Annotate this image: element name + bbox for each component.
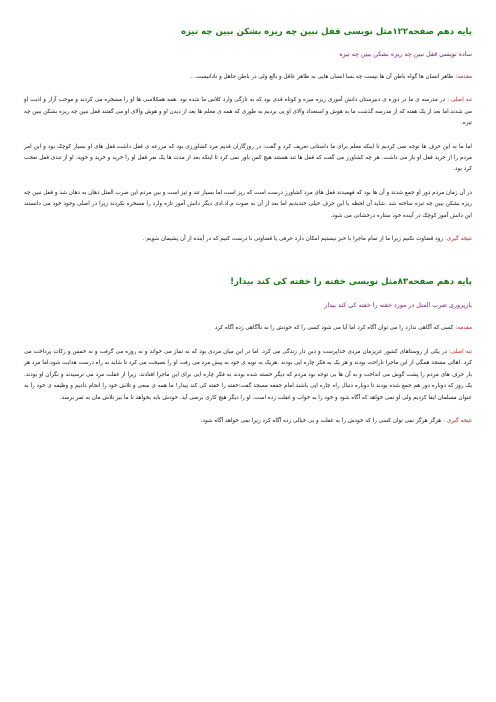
paragraph-label: مقدمه: (455, 325, 472, 332)
section-1 (24, 26, 472, 245)
paragraph-text: کسی که آگاهی ندارد را می توان آگاه کرد اما آیا می شود کسی را که خودش را به ناآگاهی زده آگاه کرد (214, 325, 454, 332)
paragraph-conclusion (24, 234, 472, 245)
paragraph-text: زود قضاوت نکنیم زیرا ما از تمام ماجرا با خبر نیستیم امکان دارد حرفی یا قضاوتی نا درست کنیم که در آینده از آن پشیمان شویم . (142, 236, 443, 243)
paragraph-label: نتیجه گیری : (443, 417, 472, 424)
paragraph-intro (24, 72, 472, 83)
section-subtitle: ساده نویسی قفل نبین چه ریزه بشکن ببین چه تیزه (339, 51, 472, 58)
paragraph-conclusion (24, 416, 472, 427)
paragraph-text: اما ما به این حرف ها توجه نمی کردیم تا اینکه معلم برای ما داستانی تعریف کرد و گفت: در روزگاران قدیم مرد کشاورزی بود که مزرعه ی قفل داشت.قفل های او بسیار کوچک بود و این امر مردم را از خرید قفل او باز می داشت. هر چه کشاورز می گفت که قفل ها تند هستند هیچ کس باور نمی کرد تا اینکه بعد از مدت ها یک نفر قفل او را خرید و خرید و خوید. او از تندی قفل تعجب کرد بود. (24, 143, 472, 173)
paragraph-label: مقدمه: (455, 74, 472, 80)
section-title: پایه دهم صفحه۱۲۲مثل نویسی قفل نبین چه ریزه بشکن ببین چه تیزه (180, 27, 472, 37)
paragraph-intro (24, 323, 472, 334)
section-title: پایه دهم صفحه۸۳مثل نویسی خفته را خفته کی کند بیدار! (230, 277, 472, 288)
paragraph-label: تنه اصلی: (449, 348, 472, 355)
paragraph-text: در یکی از روستاهای کشور عزیزمان مردی خداپرست و دین دار زندگی می کرد. اما در این میان مردی بود که نه نماز می خواند و نه روزه می گرفت و نه خمس و زکات پرداخت می کرد. اهالی مسجد همگی از این ماجرا ناراحت بودند و هر یک به فکر چاره ایی بودند .هریک به نوبه ی خود به پیش مرد می رفت او را نصیحت می کرد تا شاید به راه درست هدایت شود.اما مرد هر بار حرف های مردم را پشت گوش می انداخت و به آن ها بی توجه بود مردم که دیگر خسته شده بودند به فکر چاره ایی برای این ماجرا افتادند. زیرا از غفلت مرد می ترسیدند و نگران او بودند. یک روز که دوباره دور هم جمع شده بودند تا دوباره دنبال راه چاره ایی باشند.امام جمعه مسجد گفت:خفته را خفته کی کند بیدار! ما همه ی سعی و تلاش خود را انجام دادیم و وظیفه ی خود را به عنوان مسلمان ایفا کردیم ولی او نمی خواهد که آگاه شود و خود را به خواب و غفلت زده است. او را دیگر هیچ کاری برنمی آید. خودش باید بخواهد تا ما نیز تلاش مان به ثمر برسد. (24, 348, 472, 401)
paragraph-text: در مدرسه ی ما در دوره ی دبیرستان دانش آموزی ریزه میزه و کوتاه قدی بود که به تازگی وارد کلاس ما شده بود .همه همکلاسی ها او را مسخره می کردند و موجب آزار و اذیت او می شدند.اما بعد از یک هفته که از مدرسه گذشت ما به هوش و استعداد والای او پی بردیم به طوری که همه ی معلم ها بعد از دیدن او و هوش والای او می گفتند قفل نبین چه ریزه بشکن ببین چه تیزه. (24, 97, 472, 127)
section-subtitle: بازپروری ضرب المثل در مورد خفته را خفته کی کند بیدار (324, 302, 472, 310)
paragraph-body (24, 188, 472, 222)
paragraph-body (24, 347, 472, 404)
paragraph-body (24, 142, 472, 176)
paragraph-text: هرگز هرگز نمی توان کسی را که خودش را به غفلت و بی خیالی زده آگاه کرد زیرا نمی خواهد آگاه شود. (200, 417, 442, 424)
paragraph-body (24, 95, 472, 129)
section-2 (24, 276, 472, 427)
paragraph-label: تنه اصلی : (447, 97, 472, 104)
paragraph-text: ظاهر انسان ها گواه باطن آن ها نیست چه بسا انسان هایی به ظاهر عاقل و بالغ ولی در باطن جاهل و نادانیست... (190, 74, 454, 80)
paragraph-label: نتیجه گیری: (444, 236, 472, 243)
paragraph-text: در آن زمان مردم دور او جمع شدند و آن ها بود که فهمیدند قفل های مرد کشاورز درست است که ریز است اما بسیار تند و تیز است و بین مردم این ضرب المثل دهان به دهان شد و قفل نبین چه ریزه بشکن ببین چه تیزه ساخته شد .شاید آن لحظه با این حرف خیلی خندیدیم اما بعد از آن به صوت م.اد.ادی دیگر دانش آموز تازه وارد را مسخره نکردند زیرا در اصلی وجود خود می دانستند این دانش آموز کوچک در آینده خود ستاره درخشانی می شود. (24, 189, 472, 219)
